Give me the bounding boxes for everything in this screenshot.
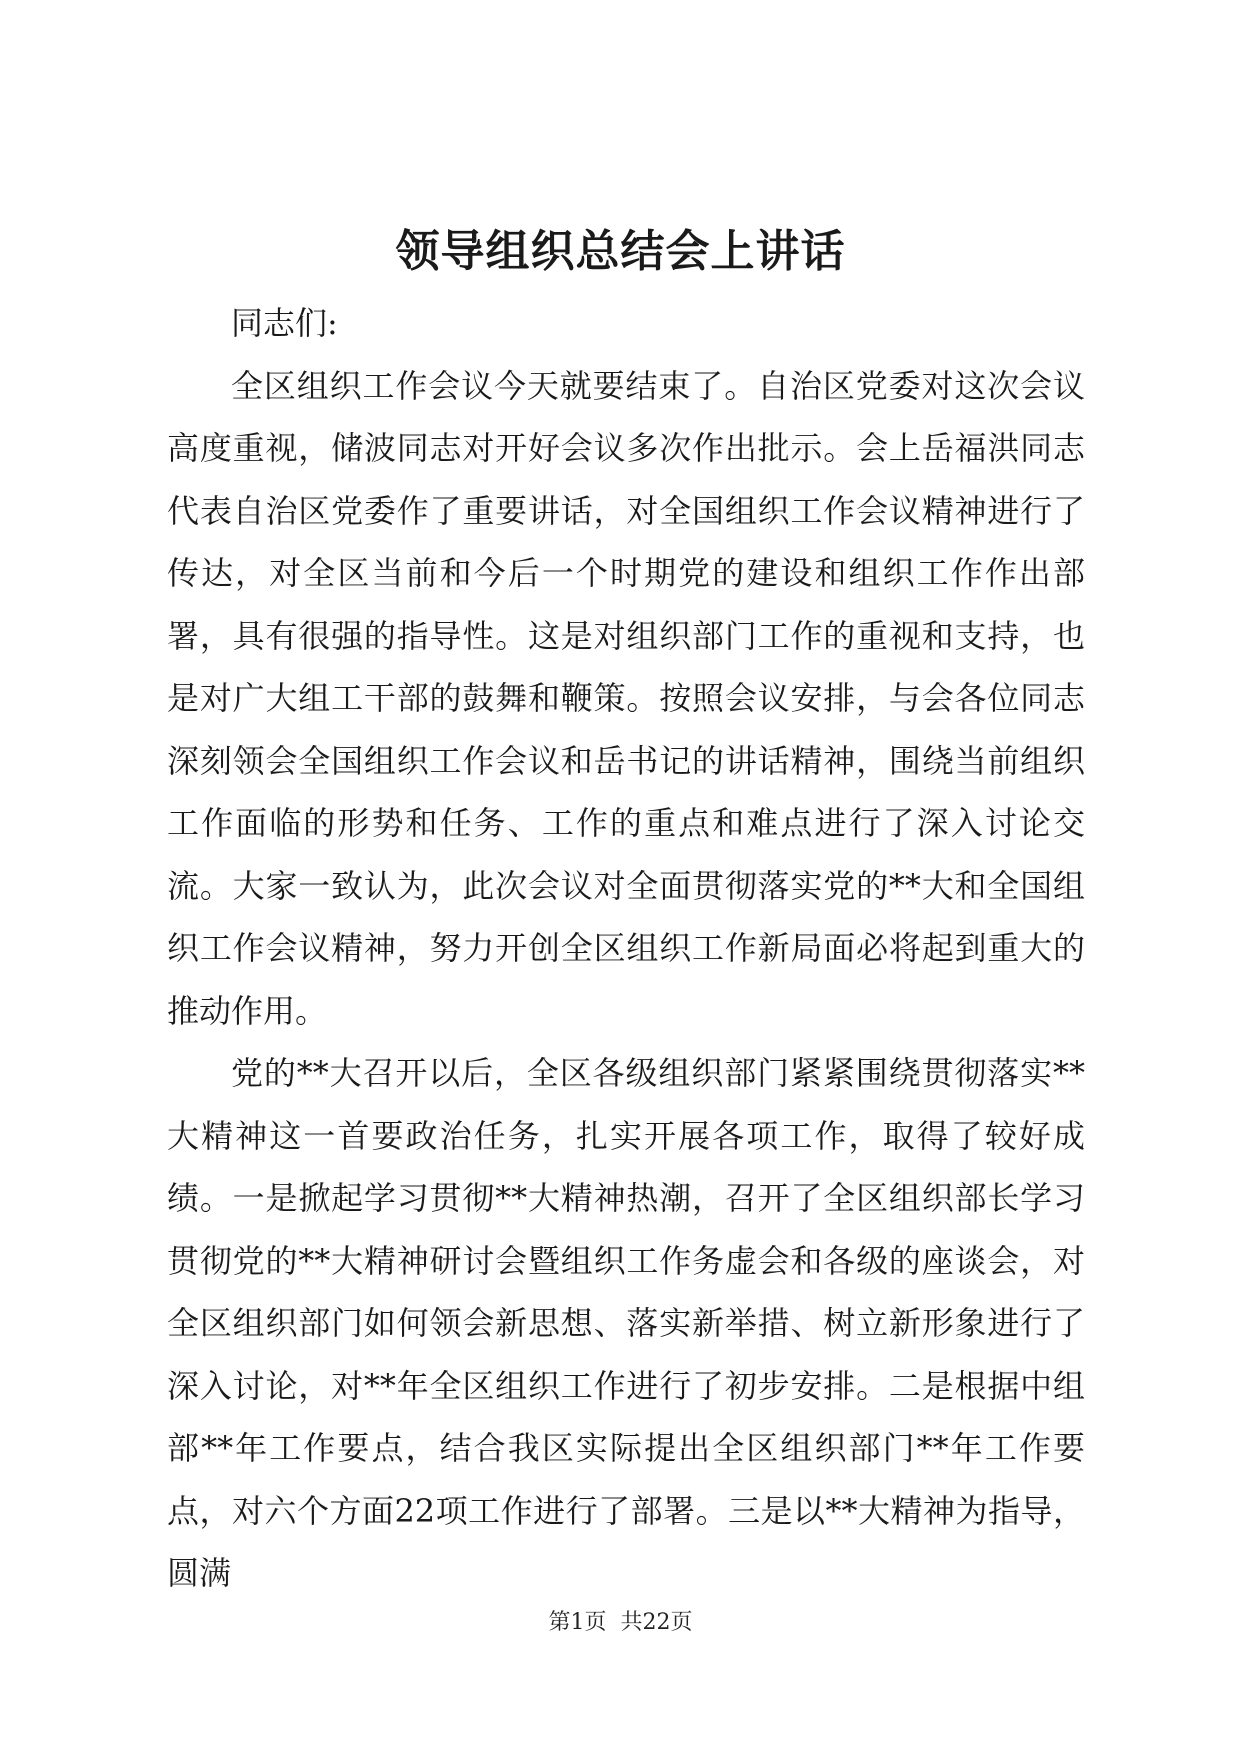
current-page-number: 1	[570, 1610, 585, 1635]
page-label-prefix: 第	[548, 1610, 571, 1635]
document-title: 领导组织总结会上讲话	[395, 226, 846, 277]
paragraph-1: 全区组织工作会议今天就要结束了。自治区党委对这次会议高度重视，储波同志对开好会议多次作出批示。会上岳福洪同志代表自治区党委作了重要讲话，对全国组织工作会议精神进行了传达，对全区当前和今后一个时期党的建设和组织工作作出部署，具有很强的指导性。这是对组织部门工作的重视和支持，也是对广大组工干部的鼓舞和鞭策。按照会议安排，与会各位同志深刻领会全国组织工作会议和岳书记的讲话精神，围绕当前组织工作面临的形势和任务、工作的重点和难点进行了深入讨论交流。大家一致认为，此次会议对全面贯彻落实党的**大和全国组织工作会议精神，努力开创全区组织工作新局面必将起到重大的推动作用。	[167, 366, 1085, 1030]
total-pages-number: 22	[642, 1610, 671, 1635]
page-label-suffix: 页	[670, 1610, 693, 1635]
document-body	[167, 292, 1085, 1605]
salutation: 同志们:	[231, 304, 338, 342]
paragraph-2: 党的**大召开以后，全区各级组织部门紧紧围绕贯彻落实**大精神这一首要政治任务，扎实开展各项工作，取得了较好成绩。一是掀起学习贯彻**大精神热潮，召开了全区组织部长学习贯彻党的**大精神研讨会暨组织工作务虚会和各级的座谈会，对全区组织部门如何领会新思想、落实新举措、树立新形象进行了深入讨论，对**年全区组织工作进行了初步安排。二是根据中组部**年工作要点，结合我区实际提出全区组织部门**年工作要点，对六个方面22项工作进行了部署。三是以**大精神为指导，圆满	[167, 1054, 1085, 1592]
page-label-mid: 页 共	[584, 1610, 643, 1635]
page-footer	[0, 1608, 1241, 1638]
